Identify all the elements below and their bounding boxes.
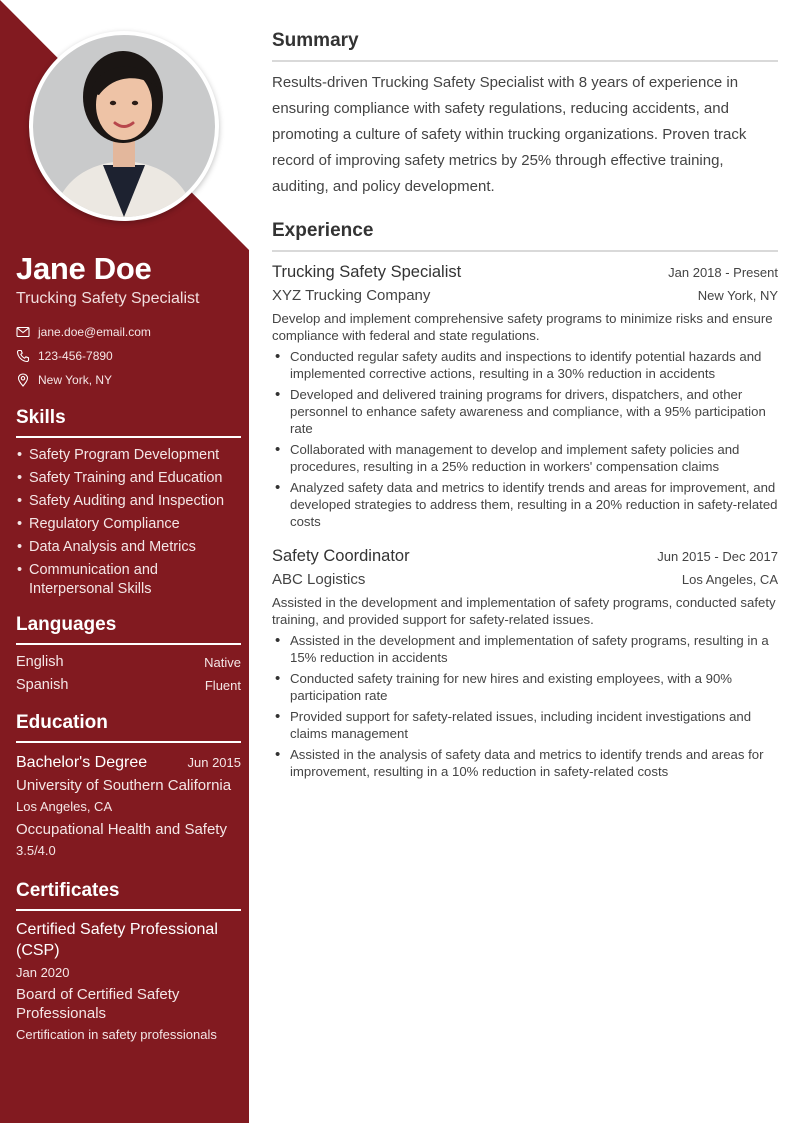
contact-info xyxy=(16,320,241,392)
job-bullet: • Conducted safety training for new hires and existing employees, with a 90% participation rate xyxy=(272,670,778,704)
job-bullet: • Analyzed safety data and metrics to identify trends and areas for improvement, and developed strategies to address them, resulting in a 20% reduction in safety-related costs xyxy=(272,479,778,530)
certificate-name: Certified Safety Professional (CSP) xyxy=(16,921,218,959)
job-entry xyxy=(272,544,778,780)
contact-location xyxy=(16,368,241,392)
sidebar xyxy=(0,0,249,1123)
location-text: New York, NY xyxy=(38,373,113,387)
sidebar-content xyxy=(16,250,241,1047)
job-company: ABC Logistics xyxy=(272,571,366,588)
education-entry xyxy=(16,751,241,861)
skill-item: • Safety Training and Education xyxy=(16,469,241,488)
job-location: New York, NY xyxy=(697,288,778,303)
profile-photo xyxy=(29,31,219,221)
skill-item: • Data Analysis and Metrics xyxy=(16,538,241,557)
map-pin-icon xyxy=(16,373,30,387)
education-location: Los Angeles, CA xyxy=(16,799,113,814)
language-item xyxy=(16,651,241,674)
job-company: XYZ Trucking Company xyxy=(272,287,431,304)
education-date: Jun 2015 xyxy=(187,755,241,770)
job-description: Develop and implement comprehensive safety programs to minimize risks and ensure compliance with federal and state regulations. xyxy=(272,311,773,343)
certificate-date: Jan 2020 xyxy=(16,965,70,980)
education-heading: Education xyxy=(16,711,241,743)
job-bullet: • Conducted regular safety audits and inspections to identify potential hazards and implemented corrective actions, resulting in a 30% reduction in accidents xyxy=(272,348,778,382)
job-description: Assisted in the development and implementation of safety programs, conducted safety training, and provided support for safety-related issues. xyxy=(272,595,776,627)
experience-heading: Experience xyxy=(272,218,778,252)
languages-list xyxy=(16,651,241,697)
skills-heading: Skills xyxy=(16,406,241,438)
education-field: Occupational Health and Safety xyxy=(16,821,227,838)
main-content xyxy=(272,28,778,784)
job-bullet: • Provided support for safety-related issues, including incident investigations and claims management xyxy=(272,708,778,742)
skill-item: • Regulatory Compliance xyxy=(16,515,241,534)
job-bullet: • Assisted in the analysis of safety data and metrics to identify trends and areas for improvement, resulting in a 10% reduction in safety-related costs xyxy=(272,746,778,780)
languages-heading: Languages xyxy=(16,613,241,645)
language-name: Spanish xyxy=(16,677,69,693)
job-location: Los Angeles, CA xyxy=(681,572,778,587)
education-school: University of Southern California xyxy=(16,777,232,794)
job-bullet: • Collaborated with management to develop and implement safety policies and procedures, resulting in a 25% reduction in workers' compensation claims xyxy=(272,441,778,475)
summary-text: Results-driven Trucking Safety Specialist with 8 years of experience in ensuring compliance with safety regulations, reducing accidents, and promoting a culture of safety within trucking organizations. Proven track record of improving safety metrics by 25% through effective training, auditing, and policy development. xyxy=(272,74,747,195)
mail-icon xyxy=(16,325,30,339)
certificate-org: Board of Certified Safety Professionals xyxy=(16,986,180,1022)
job-bullet: • Assisted in the development and implementation of safety programs, resulting in a 15% reduction in accidents xyxy=(272,632,778,666)
skill-item: • Communication and Interpersonal Skills xyxy=(16,561,241,599)
phone-icon xyxy=(16,349,30,363)
contact-email[interactable] xyxy=(16,320,241,344)
summary-heading: Summary xyxy=(272,28,778,62)
job-title: Trucking Safety Specialist xyxy=(272,263,462,281)
job-bullets xyxy=(272,632,778,780)
language-name: English xyxy=(16,654,64,670)
language-level: Fluent xyxy=(204,678,241,693)
job-title: Safety Coordinator xyxy=(272,547,410,565)
certificates-heading: Certificates xyxy=(16,879,241,911)
certificate-desc: Certification in safety professionals xyxy=(16,1027,217,1042)
skill-item: • Safety Auditing and Inspection xyxy=(16,492,241,511)
education-gpa: 3.5/4.0 xyxy=(16,843,56,858)
job-entry xyxy=(272,260,778,530)
candidate-name: Jane Doe xyxy=(16,251,152,286)
job-date: Jun 2015 - Dec 2017 xyxy=(657,549,778,564)
job-date: Jan 2018 - Present xyxy=(668,265,778,280)
sidebar-top-corner xyxy=(0,0,60,60)
job-bullet: • Developed and delivered training programs for drivers, dispatchers, and other personnel to enhance safety awareness and compliance, with a 95% participation rate xyxy=(272,386,778,437)
education-degree: Bachelor's Degree xyxy=(16,754,148,771)
language-level: Native xyxy=(204,655,241,670)
certificate-entry xyxy=(16,919,241,1047)
skill-item: • Safety Program Development xyxy=(16,446,241,465)
skills-list xyxy=(16,446,241,599)
email-text: jane.doe@email.com xyxy=(38,325,151,339)
candidate-role: Trucking Safety Specialist xyxy=(16,290,200,307)
experience-section xyxy=(272,218,778,780)
avatar xyxy=(33,35,215,217)
phone-text: 123-456-7890 xyxy=(38,349,113,363)
job-bullets xyxy=(272,348,778,530)
summary-section xyxy=(272,28,778,200)
contact-phone[interactable] xyxy=(16,344,241,368)
language-item xyxy=(16,674,241,697)
